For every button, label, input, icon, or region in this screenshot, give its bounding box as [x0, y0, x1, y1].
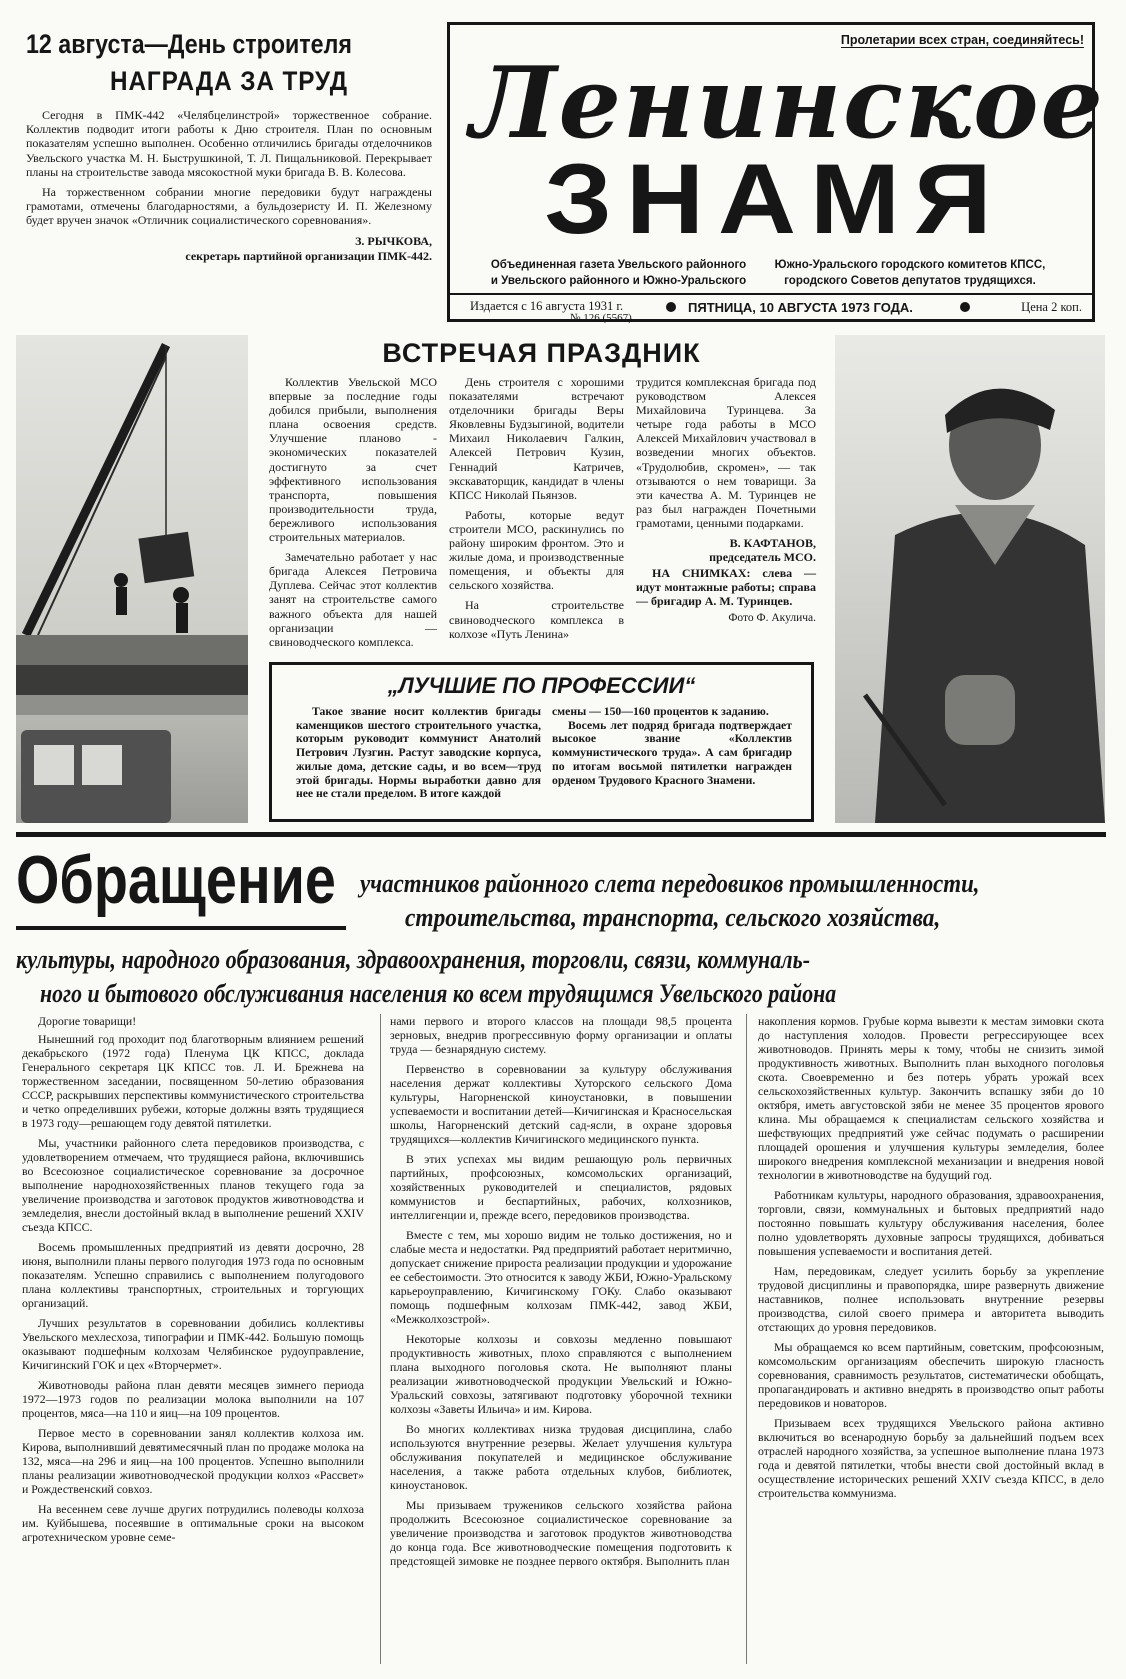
- appeal-column-1: [22, 1014, 364, 1550]
- appeal-paragraph: Призываем всех трудящихся Увельского района активно включиться во всенародную борьбу за дальнейший подъем всех отраслей народного хозяйства, за успешное выполнение плана 1973 года и девятой пятилетки, чтобы внести свой достойный вклад в осуществление исторических решений XXIV съезда КПСС, в дело строительства коммунизма.: [758, 1416, 1104, 1500]
- feature-paragraph: Замечательно работает у нас бригада Алексея Петровича Дуплева. Сейчас этот коллектив занят на строительстве самого важного объекта для нашей организации — свиноводческого комплекса.: [269, 550, 437, 649]
- appeal-title-underline: [16, 926, 346, 930]
- foreman-photo: [835, 335, 1105, 823]
- masthead-issue: № 126 (5567): [570, 312, 632, 324]
- appeal-subtitle-2: строительства, транспорта, сельского хозяйства,: [405, 903, 941, 932]
- appeal-subtitle-1: участников районного слета передовиков промышленности,: [360, 869, 980, 898]
- appeal-paragraph: Мы обращаемся ко всем партийным, советским, профсоюзным, комсомольским организациям обеспечить широкую гласность соревнования, сравнимость результатов, систематически обобщать, пропагандировать и активно внедрять в производство опыт работы передовиков и новаторов.: [758, 1340, 1104, 1410]
- column-rule: [746, 1014, 747, 1664]
- award-article: [26, 28, 432, 318]
- builders-day-kicker: 12 августа—День строителя: [26, 29, 352, 59]
- award-author-title: секретарь партийной организации ПМК-442.: [185, 248, 432, 263]
- appeal-paragraph: Первенство в соревновании за культуру обслуживания населения держат коллективы Хуторского сельского Дома культуры, Нагорненской киноустановки, в повышении успеваемости и воспитании детей—Кичигинская и Красносельская школы, Нагорненский детский сад-ясли, в охране здоровья трудящихся—коллектив Кичигинского медицинского пункта.: [390, 1062, 732, 1146]
- appeal-paragraph: На весеннем севе лучше других потрудились полеводы колхоза им. Куйбышева, посеявшие в оптимальные сроки на высоком агротехническом уровне семе-: [22, 1502, 364, 1544]
- feature-column-2: [449, 375, 624, 647]
- appeal-column-3: [758, 1014, 1104, 1506]
- masthead-info-bar: [450, 293, 1092, 324]
- masthead-date: ПЯТНИЦА, 10 АВГУСТА 1973 ГОДА.: [688, 300, 913, 315]
- appeal-paragraph: Работникам культуры, народного образования, здравоохранения, торговли, связи, коммунальных и бытовых предприятий надо постоянно повышать культуру обслуживания населения, более полно удовлетворять духовные запросы трудящихся, добиваться повышения успеваемости и воспитания детей.: [758, 1188, 1104, 1258]
- award-headline: НАГРАДА ЗА ТРУД: [110, 66, 348, 96]
- appeal-paragraph: Лучших результатов в соревновании добились коллективы Увельского мехлесхоза, типографии и ПМК-442. Большую помощь оказывают подшефным колхозам Челябинское рудоуправление, Кичигинский ГОК и цех «Вторчермет».: [22, 1316, 364, 1372]
- feature-author: В. КАФТАНОВ,: [729, 536, 816, 551]
- masthead-title-line1: Ленинское: [470, 46, 1105, 161]
- appeal-paragraph: Нынешний год проходит под благотворным влиянием решений декабрьского (1972 года) Пленума ЦК КПСС, доклада Генерального секретаря ЦК КПСС тов. Л. И. Брежнева на торжественном заседании, посвященном 50-летию образования СССР, раскрывших перспективы коммунистического строительства и четко определивших рубежи, которые должны взять трудящиеся в 1973 году—решающем году девятой пятилетки.: [22, 1032, 364, 1130]
- appeal-paragraph: Восемь промышленных предприятий из девяти досрочно, 28 июня, выполнили планы первого полугодия 1973 года по основным показателям. Успешно справились с выполнением полугодового плана коллективы транспортных, строительных и торгующих организаций.: [22, 1240, 364, 1310]
- best-column-2: [552, 705, 792, 793]
- bullet-icon: [666, 302, 676, 312]
- best-column-1: [296, 705, 541, 807]
- masthead-price: Цена 2 коп.: [1021, 300, 1082, 314]
- column-rule: [380, 1014, 381, 1664]
- foreman-illustration: [835, 335, 1105, 823]
- section-divider: [16, 832, 1106, 837]
- bullet-icon: [960, 302, 970, 312]
- masthead-title-line2: ЗНАМЯ: [544, 142, 1006, 255]
- feature-paragraph: Коллектив Увельской МСО впервые за последние годы добился прибыли, выполнения плана освоения средств. Улучшение планово - экономических показателей достигнуто за счет эффективного использования транспорта, повышения производительности труда, бережливого использования строительных материалов.: [269, 375, 437, 545]
- feature-headline: ВСТРЕЧАЯ ПРАЗДНИК: [382, 338, 701, 368]
- appeal-paragraph: Нам, передовикам, следует усилить борьбу за укрепление трудовой дисциплины и правопорядка, шире развернуть движение наставников, полнее использовать внутренние резервы производства, силой своего примера и авторитета выводить отстающих до уровня передовиков.: [758, 1264, 1104, 1334]
- appeal-subtitle-3: культуры, народного образования, здравоохранения, торговли, связи, коммуналь-: [16, 945, 811, 974]
- feature-photo-caption: НА СНИМКАХ: слева — идут монтажные работы; справа — бригадир А. М. Туринцев.: [636, 566, 816, 609]
- masthead-slogan: Пролетарии всех стран, соединяйтесь!: [840, 33, 1084, 47]
- masthead-published: Издается с 16 августа 1931 г.: [470, 299, 624, 313]
- appeal-paragraph: накопления кормов. Грубые корма вывезти к местам зимовки скота до наступления холодов. Провести регрессирующее всех животноводов. Принять меры к тому, чтобы не снизить зимой продуктивность животных. Выполнить план выходного поголовья скота. Своевременно и без потерь убрать урожай всех сельскохозяйственных культур. Закончить вспашку зяби до 10 октября, иметь августовской зяби не менее 35 процентов ярового клина. Мы обращаемся к специалистам сельского хозяйства и шефствующих предприятий уже сейчас подумать о расширении площадей орошения и улучшения культуры земледелия, более широкого внедрения комплексной механизации и внедрения новой технологии в животноводстве на будущий год.: [758, 1014, 1104, 1182]
- feature-photo-credit: Фото Ф. Акулича.: [728, 611, 816, 624]
- best-paragraph: смены — 150—160 процентов к заданию.: [552, 705, 769, 718]
- appeal-column-2: [390, 1014, 732, 1574]
- award-paragraph: На торжественном собрании многие передовики будут награждены грамотами, отмечены благодарностями, а бульдозеристу И. П. Железному будет вручен значок «Отличник социалистического соревнования».: [26, 185, 432, 228]
- award-paragraph: Сегодня в ПМК-442 «Челябцелинстрой» торжественное собрание. Коллектив подводит итоги работы к Дню строителя. План по основным показателям успешно выполнен. Особенно отличились бригады отделочников Увельского участка М. Н. Быструшкиной, Т. Л. Пищальниковой. Перекрывает планы на строительстве завода мясокостной муки бригада В. В. Колесова.: [26, 108, 432, 179]
- award-body: [26, 108, 432, 228]
- masthead-subtitle-left: Объединенная газета Увельского районного и Увельского районного и Южно-Уральского: [490, 259, 747, 287]
- appeal-paragraph: Во многих коллективах низка трудовая дисциплина, слабо используются внутренние резервы. Желает улучшения культура обслуживания покупателей и медицинское обслуживание населения, а также работа отдельных клубов, библиотек, киноустановок.: [390, 1422, 732, 1492]
- appeal-paragraph: Мы, участники районного слета передовиков производства, с удовлетворением отмечаем, что трудящиеся района, включившись во Всесоюзное социалистическое соревнование за досрочное выполнение народнохозяйственных планов текущего года за увеличение производства и заготовок продуктов животноводства и земледелия, внесли достойный вклад в выполнение решений XXIV съезда КПСС.: [22, 1136, 364, 1234]
- appeal-title: Обращение: [16, 842, 336, 918]
- feature-paragraph: День строителя с хорошими показателями встречают отделочники бригады Веры Яковлевны Будзыгиной, водители Михаил Николаевич Галкин, Алексей Петрович Кузин, Геннадий Катричев, экскаваторщик, кандидат в члены КПСС Николай Пьянзов.: [449, 375, 624, 502]
- best-profession-box: [269, 662, 814, 822]
- crane-photo: [16, 335, 248, 823]
- feature-column-1: [269, 375, 437, 655]
- masthead-subtitle-right: Южно-Уральского городского комитетов КПСС, городского Советов депутатов трудящихся.: [774, 259, 1046, 287]
- appeal-paragraph: В этих успехах мы видим решающую роль первичных партийных, профсоюзных, комсомольских организаций, хозяйственных руководителей и специалистов, рядовых коммунистов и беспартийных, рабочих, колхозников, интеллигенции и, прежде всего, передовиков производства.: [390, 1152, 732, 1222]
- appeal-paragraph: Мы призываем тружеников сельского хозяйства района продолжить Всесоюзное социалистическое соревнование за увеличение производства и заготовок продуктов животноводства до конца года. Все животноводческие помещения подготовить к предстоящей зимовке не позднее первого октября. Выполнить план: [390, 1498, 732, 1568]
- best-paragraph: Такое звание носит коллектив бригады каменщиков шестого строительного участка, которым руководит коммунист Анатолий Петрович Лузгин. Растут заводские корпуса, жилые дома, детские сады, и во всем—труд этой бригады. Нормы выработки давно для нее не стали пределом. В итоге каждой: [296, 705, 541, 801]
- best-headline: „ЛУЧШИЕ ПО ПРОФЕССИИ“: [387, 673, 696, 698]
- appeal-paragraph: Животноводы района план девяти месяцев зимнего периода 1972—1973 годов по реализации молока выполнили на 107 процентов, мяса—на 110 и яиц—на 109 процентов.: [22, 1378, 364, 1420]
- feature-column-3: [636, 375, 816, 625]
- appeal-paragraph: Некоторые колхозы и совхозы медленно повышают продуктивность животных, плохо справляются с выполнением плана выходного поголовья скота. Не выполняют планы реализации животноводческой продукции Увельский и Южно-Уральский совхозы, затягивают подготовку уборочной техники колхозы «Заветы Ильича» и им. Кирова.: [390, 1332, 732, 1416]
- masthead: [447, 22, 1105, 324]
- feature-author-title: председатель МСО.: [709, 550, 816, 565]
- appeal-paragraph: Первое место в соревновании занял коллектив колхоза им. Кирова, выполнивший девятимесячный план по продаже молока на 132, мяса—на 296 и яиц—на 100 процентов. Успешно выполнили планы реализации животноводческой продукции колхоз «Рассвет» и Рождественский совхоз.: [22, 1426, 364, 1496]
- award-author: З. РЫЧКОВА,: [355, 233, 432, 248]
- best-paragraph: Восемь лет подряд бригада подтверждает высокое звание «Коллектив коммунистического труда». А сам бригадир по итогам восьмой пятилетки награжден орденом Трудового Красного Знамени.: [552, 718, 792, 787]
- crane-illustration: [16, 335, 248, 823]
- appeal-subtitle-4: ного и бытового обслуживания населения ко всем трудящимся Увельского района: [40, 979, 837, 1008]
- feature-paragraph: трудится комплексная бригада под руководством Алексея Михайловича Туринцева. За четыре года работы в МСО Алексей Михайлович участвовал в возведении многих объектов. «Трудолюбив, скромен», — так отзываются о нем товарищи. За эти качества А. М. Туринцев не раз был награжден Почетными грамотами, ценными подарками.: [636, 375, 816, 530]
- feature-paragraph: Работы, которые ведут строители МСО, раскинулись по району широким фронтом. Это и жилые дома, и производственные помещения, и объекты для сельского хозяйства.: [449, 507, 624, 593]
- appeal-paragraph: Вместе с тем, мы хорошо видим не только достижения, но и слабые места и недостатки. Ряд предприятий работает неритмично, допускает снижение прироста реализации продукции и удорожание ее себестоимости. Это относится к заводу ЖБИ, Южно-Уральскому карьероуправлению, Кичигинскому ГОКу. Слабо оказывают помощь подшефным колхозам ПМК-442, завод ЖБИ, «Межколхозстрой».: [390, 1228, 732, 1326]
- feature-paragraph: На строительстве свиноводческого комплекса в колхозе «Путь Ленина»: [449, 598, 624, 641]
- appeal-greeting: Дорогие товарищи!: [38, 1014, 137, 1028]
- appeal-paragraph: нами первого и второго классов на площади 98,5 процента зерновых, внедрив прогрессивную форму организации и оплаты труда — безнарядную систему.: [390, 1014, 732, 1056]
